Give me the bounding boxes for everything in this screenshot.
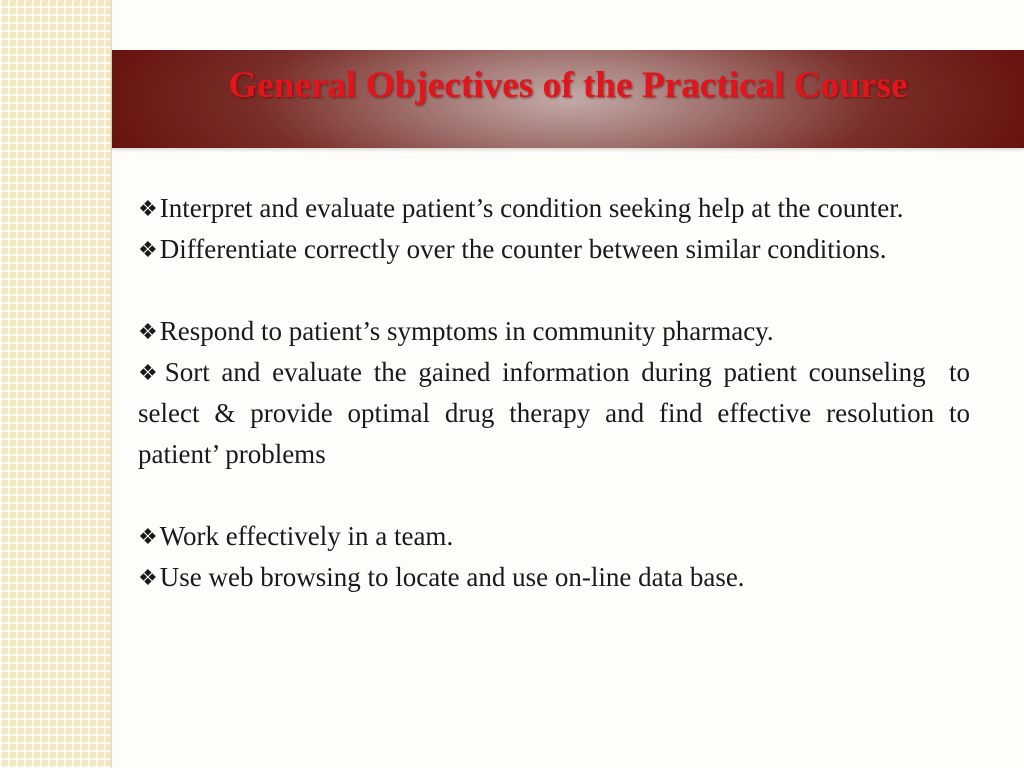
diamond-ornament-icon: ❖ xyxy=(138,360,163,385)
list-item-text: Use web browsing to locate and use on-line data base. xyxy=(159,562,745,592)
slide-title: General Objectives of the Practical Course xyxy=(228,65,908,106)
diamond-ornament-icon: ❖ xyxy=(138,524,158,549)
list-item xyxy=(138,352,977,475)
diamond-ornament-icon: ❖ xyxy=(138,565,158,590)
list-item-text: Interpret and evaluate patient’s condition seeking help at the counter. xyxy=(159,193,904,223)
list-item-text: Work effectively in a team. xyxy=(159,521,454,551)
list-item-text: Respond to patient’s symptoms in community pharmacy. xyxy=(159,316,774,346)
diamond-ornament-icon: ❖ xyxy=(138,237,158,262)
list-item xyxy=(138,311,970,352)
title-bar xyxy=(112,50,1024,148)
diamond-ornament-icon: ❖ xyxy=(138,319,158,344)
list-item-text: Sort and evaluate the gained information during patient counseling to select & provide optimal drug therapy and find effective resolution to patient’ problems xyxy=(138,357,977,469)
list-item xyxy=(138,188,970,229)
spacer xyxy=(138,475,970,516)
list-item xyxy=(138,557,970,598)
list-item xyxy=(138,516,970,557)
list-item-text: Differentiate correctly over the counter between similar conditions. xyxy=(159,234,887,264)
bullet-list xyxy=(138,188,977,598)
spacer xyxy=(138,270,970,311)
diamond-ornament-icon: ❖ xyxy=(138,196,158,221)
decorative-grid-strip xyxy=(0,0,112,768)
list-item xyxy=(138,229,970,270)
